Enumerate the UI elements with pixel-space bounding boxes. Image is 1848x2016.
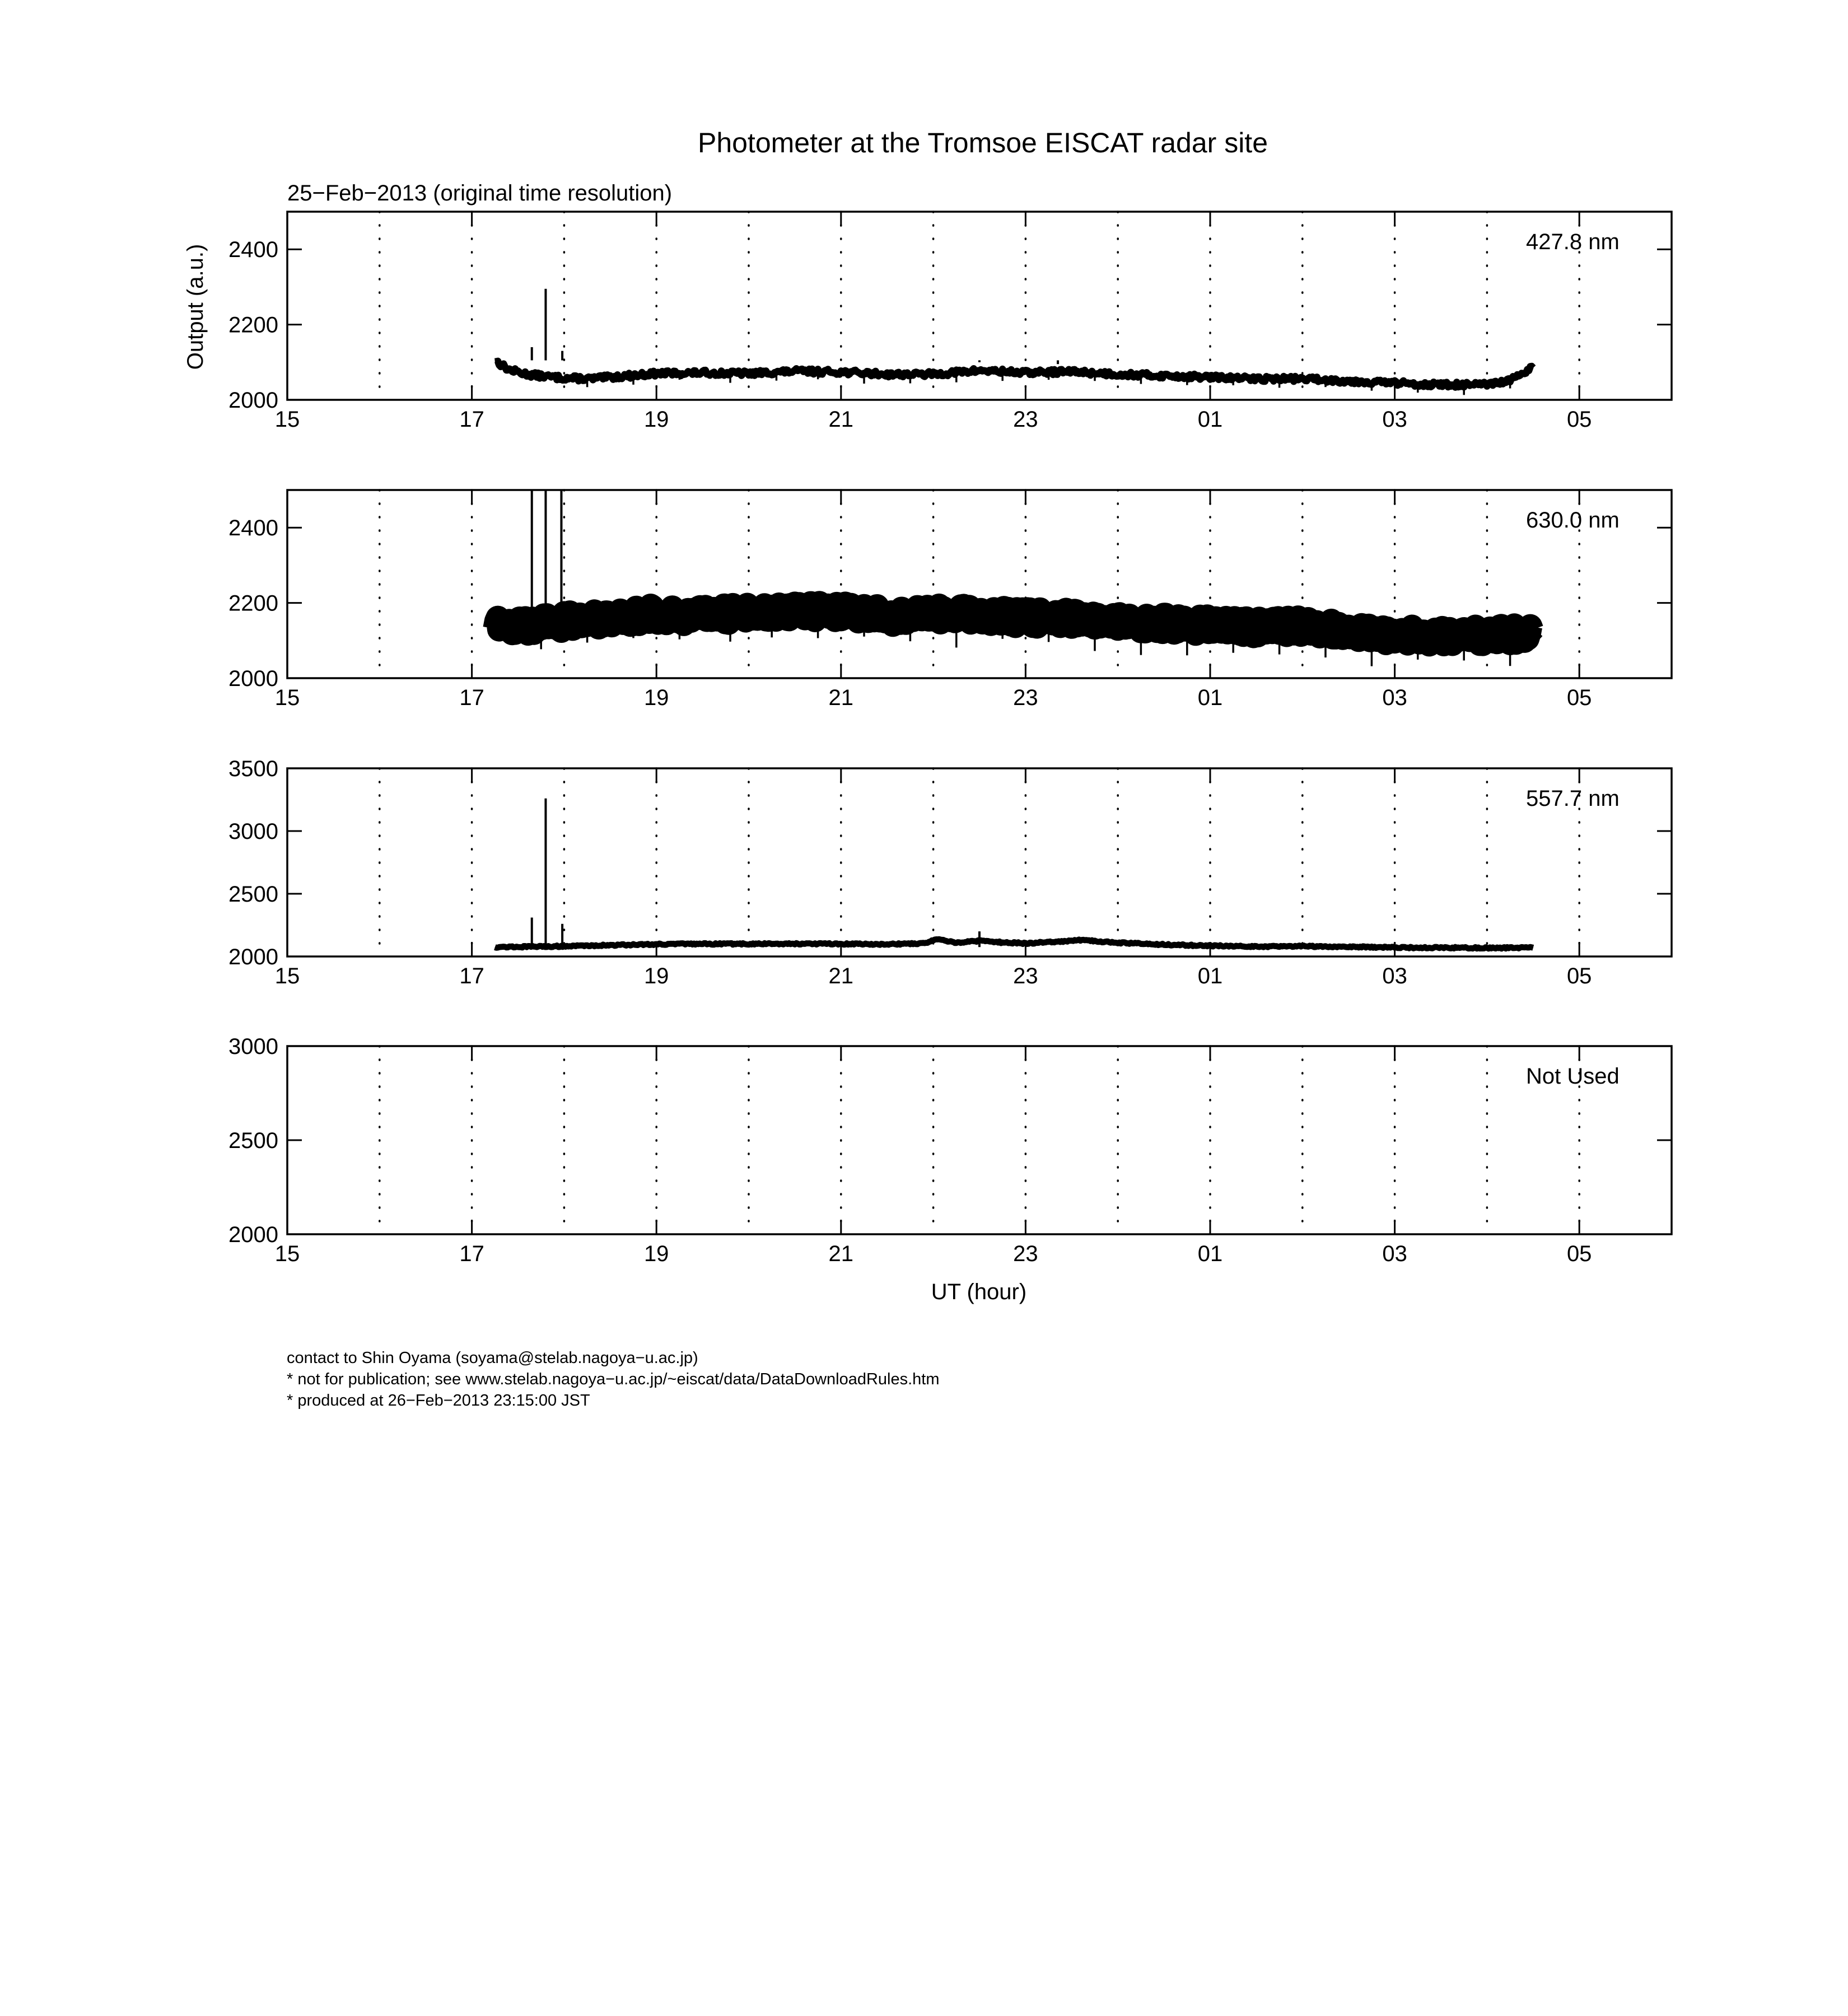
x-tick-label: 15	[274, 1242, 300, 1266]
footer-contact: contact to Shin Oyama (soyama@stelab.nagoya−u.ac.jp)	[287, 1349, 698, 1367]
y-tick-label: 2400	[228, 237, 278, 263]
x-tick-label: 21	[828, 1242, 854, 1266]
panel-1	[228, 212, 1672, 432]
x-tick-label: 19	[643, 1242, 669, 1266]
panel-wavelength-label: 630.0 nm	[1526, 508, 1620, 533]
y-tick-label: 2000	[228, 1222, 278, 1247]
panels	[228, 212, 1672, 1266]
x-tick-label: 17	[459, 964, 484, 988]
x-tick-label: 23	[1013, 1242, 1038, 1266]
x-tick-label: 21	[828, 685, 854, 710]
panel-wavelength-label: 427.8 nm	[1526, 230, 1620, 254]
x-tick-label: 19	[643, 407, 669, 432]
x-tick-label: 19	[643, 685, 669, 710]
x-tick-label: 17	[459, 1242, 484, 1266]
y-axis-label: Output (a.u.)	[183, 244, 208, 370]
x-axis-label: UT (hour)	[931, 1280, 1027, 1304]
panel-3	[228, 757, 1672, 988]
y-tick-label: 3000	[228, 819, 278, 844]
axes-frame	[287, 1046, 1672, 1234]
y-tick-label: 2500	[228, 882, 278, 907]
y-tick-label: 2200	[228, 312, 278, 338]
figure-subtitle: 25−Feb−2013 (original time resolution)	[287, 181, 673, 206]
x-tick-label: 17	[459, 407, 484, 432]
x-tick-label: 23	[1013, 685, 1038, 710]
y-tick-label: 2000	[228, 666, 278, 691]
figure-title: Photometer at the Tromsoe EISCAT radar site	[697, 127, 1268, 158]
footer-publication-note: * not for publication; see www.stelab.nagoya−u.ac.jp/~eiscat/data/DataDownloadRules.htm	[287, 1370, 940, 1388]
x-tick-label: 23	[1013, 407, 1038, 432]
panel-wavelength-label: Not Used	[1526, 1064, 1620, 1089]
x-tick-label: 05	[1566, 685, 1592, 710]
y-tick-label: 3000	[228, 1034, 278, 1059]
y-tick-label: 2400	[228, 516, 278, 541]
panel-2	[228, 490, 1672, 710]
x-tick-label: 03	[1382, 964, 1407, 988]
y-tick-label: 2000	[228, 945, 278, 969]
footer-notes	[287, 1347, 940, 1411]
x-tick-label: 03	[1382, 407, 1407, 432]
x-tick-label: 05	[1566, 964, 1592, 988]
panel-4	[228, 1034, 1672, 1266]
footer-produced-time: * produced at 26−Feb−2013 23:15:00 JST	[287, 1392, 590, 1410]
panel-wavelength-label: 557.7 nm	[1526, 786, 1620, 811]
x-tick-label: 03	[1382, 685, 1407, 710]
x-tick-label: 15	[274, 685, 300, 710]
x-tick-label: 01	[1197, 964, 1223, 988]
x-tick-label: 15	[274, 407, 300, 432]
y-tick-label: 3500	[228, 757, 278, 781]
y-tick-label: 2200	[228, 591, 278, 616]
x-tick-label: 15	[274, 964, 300, 988]
x-tick-label: 21	[828, 964, 854, 988]
x-tick-label: 05	[1566, 407, 1592, 432]
x-tick-label: 19	[643, 964, 669, 988]
x-tick-label: 01	[1197, 1242, 1223, 1266]
axes-frame	[287, 768, 1672, 956]
x-tick-label: 17	[459, 685, 484, 710]
x-tick-label: 21	[828, 407, 854, 432]
y-tick-label: 2500	[228, 1128, 278, 1153]
y-tick-label: 2000	[228, 388, 278, 413]
x-tick-label: 05	[1566, 1242, 1592, 1266]
x-tick-label: 03	[1382, 1242, 1407, 1266]
x-tick-label: 01	[1197, 685, 1223, 710]
x-tick-label: 01	[1197, 407, 1223, 432]
x-tick-label: 23	[1013, 964, 1038, 988]
